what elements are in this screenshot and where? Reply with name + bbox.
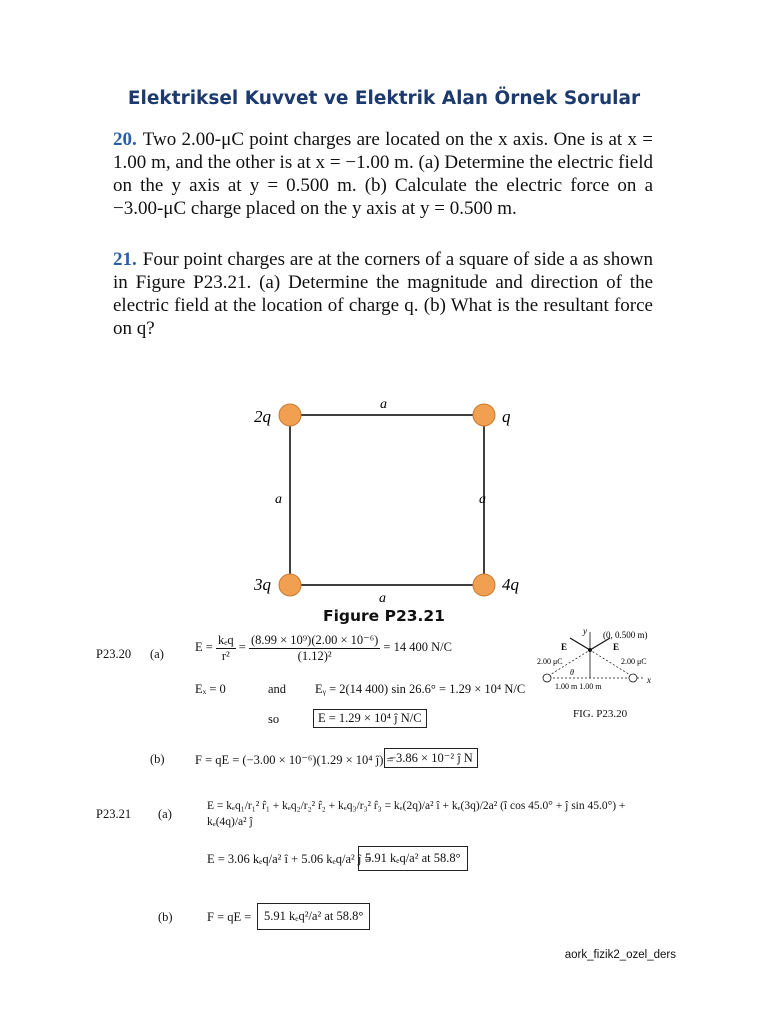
charge-label-right: 2.00 μC <box>621 657 647 666</box>
y-label: y <box>583 628 587 636</box>
page-title: Elektriksel Kuvvet ve Elektrik Alan Örnek Sorular <box>127 88 641 109</box>
side-label-bottom: a <box>379 591 386 605</box>
fraction <box>216 633 236 664</box>
p20-e-boxed: E = 1.29 × 10⁴ ĵ N/C <box>313 709 427 728</box>
charge-left <box>543 674 551 682</box>
p21-b-boxed: 5.91 kₑq²/a² at 58.8° <box>257 903 370 930</box>
frac-den: (1.12)² <box>297 649 332 663</box>
p20-ey: Eᵧ = 2(14 400) sin 26.6° = 1.29 × 10⁴ N/C <box>315 682 526 696</box>
eq-lhs: E = <box>195 639 213 654</box>
e-label-right: E <box>613 642 620 652</box>
figure-caption: Figure P23.21 <box>323 607 445 625</box>
p20-and: and <box>268 682 287 696</box>
e-vector-left <box>570 638 590 650</box>
x-label: x <box>647 675 651 685</box>
eq-result: = 14 400 N/C <box>383 639 452 654</box>
theta-label: θ <box>570 668 574 677</box>
square-charge-figure <box>240 390 530 605</box>
charge-top-right <box>473 404 495 426</box>
frac-num: kₑq <box>217 632 234 647</box>
charge-right <box>629 674 637 682</box>
label-2q: 2q <box>254 407 271 426</box>
fig-p23-20-caption: FIG. P23.20 <box>573 708 628 720</box>
p21-a-label: (a) <box>158 807 172 821</box>
charge-bottom-right <box>473 574 495 596</box>
e-label-left: E <box>561 642 568 652</box>
eq-sign: = <box>238 639 246 654</box>
problem-text: Two 2.00-μC point charges are located on the x axis. One is at x = 1.00 m, and the other is at x = −1.00 m. (a) Determine the electric field on the y axis at y = 0.500 m. (b) Calculate the electric force on a −3.00-μC charge placed on the y axis at y = 0.500 m. <box>113 129 653 219</box>
side-label-top: a <box>380 397 387 412</box>
p20-a-label: (a) <box>150 647 164 661</box>
problem-number: 21. <box>113 249 137 270</box>
problem-number: 20. <box>113 129 137 150</box>
charge-bottom-left <box>279 574 301 596</box>
p21-b-equation: F = qE = <box>207 910 252 924</box>
p20-label: P23.20 <box>96 647 132 661</box>
p20-ex: Eₓ = 0 <box>195 682 226 696</box>
side-label-left: a <box>275 492 282 507</box>
frac-num: (8.99 × 10⁹)(2.00 × 10⁻⁶) <box>250 633 379 647</box>
fraction <box>249 632 380 664</box>
point-label: (0, 0.500 m) <box>603 630 648 640</box>
p20-b-boxed: −3.86 × 10⁻² ĵ N <box>384 748 478 768</box>
problem-text: Four point charges are at the corners of a square of side a as shown in Figure P23.21. (a) Determine the magnitude and direction of the electric field at the location of charge q. (b) What is the resultant force on q? <box>113 249 653 339</box>
p20-a-equation <box>195 632 452 664</box>
p21-b-label: (b) <box>158 910 173 924</box>
label-4q: 4q <box>502 575 519 594</box>
problem-20 <box>113 128 653 220</box>
field-point <box>588 648 592 652</box>
p21-label: P23.21 <box>96 807 132 821</box>
label-q: q <box>502 407 511 426</box>
charge-top-left <box>279 404 301 426</box>
distance-label: 1.00 m 1.00 m <box>555 682 602 691</box>
label-3q: 3q <box>254 575 271 594</box>
p21-a-equation2: E = 3.06 kₑq/a² î + 5.06 kₑq/a² ĵ = <box>207 852 372 866</box>
footer-watermark: aork_fizik2_ozel_ders <box>564 949 676 961</box>
p20-b-label: (b) <box>150 752 165 766</box>
p21-a-boxed: 5.91 kₑq/a² at 58.8° <box>358 846 468 871</box>
charge-label-left: 2.00 μC <box>537 657 563 666</box>
frac-den: r² <box>221 648 230 663</box>
p20-so: so <box>268 712 280 726</box>
side-label-right: a <box>479 492 486 507</box>
p21-a-equation: E = kₑq₁/r₁² r̂₁ + kₑq₂/r₂² r̂₂ + kₑq₃/r₃² r̂₃ = kₑ(2q)/a² î + kₑ(3q)/2a² (î cos 45.0° + ĵ sin 45.0°) + kₑ(4q)/a² ĵ <box>207 800 626 828</box>
p20-b-equation: F = qE = (−3.00 × 10⁻⁶)(1.29 × 10⁴ ĵ) = <box>195 753 394 767</box>
problem-21 <box>113 248 653 340</box>
square-outline <box>290 415 484 585</box>
